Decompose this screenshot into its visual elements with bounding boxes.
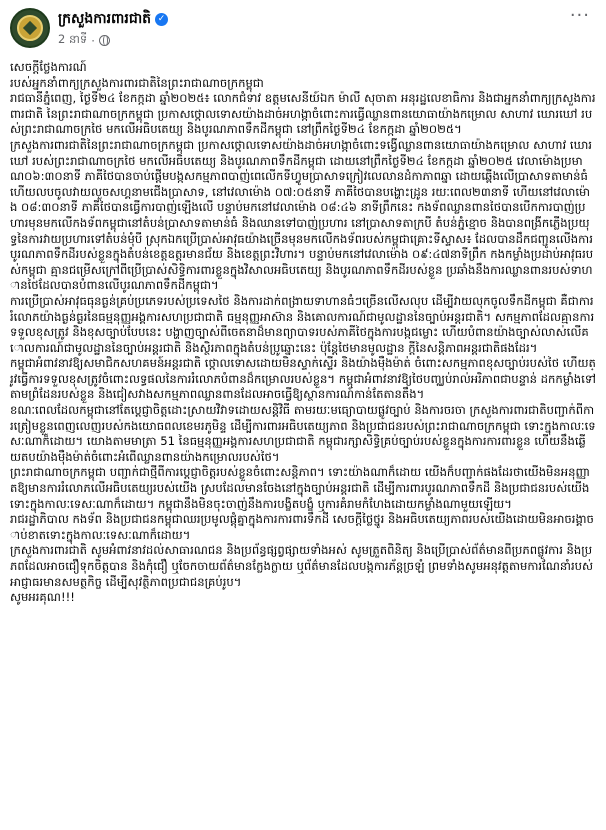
more-options-button[interactable]: ··· <box>569 5 590 26</box>
post-paragraph: ក្រសួងការពារជាតិ សូមអំពាវនាវដល់សាធារណជន និងប្រព័ន្ធផ្សព្វផ្សាយទាំងអស់ សូមត្រួតពិនិត្យ និងប្រើប្រាស់ព័ត៌មានពីប្រភពផ្លូវការ និងប្រភពដែលអាចជឿទុកចិត្តបាន និងកុំជឿ ឬចែកចាយព័ត៌មានក្លែងក្លាយ ឬព័ត៌មានដែលបង្កការភ័ន្តច្រឡំ ព្រមទាំងសូមអនុវត្តតាមការណែនាំរបស់អាជ្ញាធរមានសមត្ថកិច្ច ដើម្បីសុវត្ថិភាពប្រជាជនគ្រប់រូប។ <box>10 543 594 589</box>
post-paragraph: សូមអរគុណ!!! <box>10 590 75 605</box>
verified-badge-icon: ✓ <box>155 13 168 26</box>
page-name[interactable]: ក្រសួងការពារជាតិ <box>58 11 152 27</box>
post-paragraph: ខណៈពេលដែលកម្ពុជានៅតែប្តេជ្ញាចិត្តដោះស្រាយវិវាទដោយសន្តិវិធី តាមរយៈមធ្យោបាយផ្លូវច្បាប់ និងការចរចា ក្រសួងការពារជាតិបញ្ជាក់ពីការត្រៀមខ្លួនពេញលេញរបស់កងយោធពលខេមរភូមិន្ទ ដើម្បីការពារអធិបតេយ្យភាព និងប្រជាជនរបស់ព្រះរាជាណាចក្រកម្ពុជា ទោះក្នុងកាលៈទេសៈណាក៏ដោយ។ យោងតាមមាត្រា 51 នៃធម្មនុញ្ញអង្គការសហប្រជាជាតិ កម្ពុជារក្សាសិទ្ធិគ្រប់ច្បាប់របស់ខ្លួនក្នុងការការពារខ្លួន ហើយនឹងឆ្លើយតបយ៉ាងម៉ឺងម៉ាត់ចំពោះអំពើឈ្លានពានយ៉ាងកម្រោលរបស់ថៃ។ <box>10 403 596 464</box>
post-paragraph: សេចក្តីថ្លែងការណ៍ <box>10 60 87 74</box>
post-header <box>10 5 596 54</box>
ministry-emblem-icon <box>17 15 43 41</box>
page-avatar[interactable] <box>10 8 50 48</box>
post-paragraph: កម្ពុជាអំពាវនាវឱ្យសមាជិកសហគមន៍អន្តរជាតិ ថ្កោលទោសដោយមិនស្ទាក់ស្ទើរ និងយ៉ាងម៉ឺងម៉ាត់ ចំពោះសកម្មភាពខុសច្បាប់របស់ថៃ ហើយត្រូវធ្វើការទទួលខុសត្រូវចំពោះលទ្ធផលនៃការរំលោភបំពានដ៏កម្រោលរបស់ខ្លួន។ កម្ពុជាអំពាវនាវឱ្យថៃបញ្ឈប់រាល់អរិភាពជាបន្ទាន់ ដកកម្លាំងទៅតាមព្រំដែនរបស់ខ្លួន និងជៀសវាងសកម្មភាពឈ្លានពានដែលអាចធ្វើឱ្យស្ថានការណ៍កាន់តែតានតឹង។ <box>10 356 596 402</box>
page-name-row <box>58 9 564 30</box>
post-paragraph: រាជធានីភ្នំពេញ, ថ្ងៃទី២៤ ខែកក្កដា ឆ្នាំ២០២៥៖ លោកជំទាវ ឧត្តមសេនីយ៍ឯក ម៉ាលី សុចាតា អនុរដ្ឋលេខាធិការ និងជាអ្នកនាំពាក្យក្រសួងការពារជាតិ នៃព្រះរាជាណាចក្រកម្ពុជា ប្រកាសថ្កោលទោសយ៉ាងដាច់អហង្កាចំពោះការធ្វើឈ្លានពានយោធាយ៉ាងកម្រោល សាហាវ ឃោរឃៅ របស់ព្រះរាជាណាចក្រថៃ មកលើអធិបតេយ្យ និងបូរណភាពទឹកដីកម្ពុជា នៅព្រឹកថ្ងៃទី២៤ ខែកក្កដា ឆ្នាំ២០២៥។ <box>10 91 596 137</box>
post-paragraph: របស់អ្នកនាំពាក្យក្រសួងការពារជាតិនៃព្រះរាជាណាចក្រកម្ពុជា <box>10 75 264 90</box>
time-row: 2 នាទី · <box>58 32 564 49</box>
post-paragraph: ក្រសួងការពារជាតិនៃព្រះរាជាណាចក្រកម្ពុជា ប្រកាសថ្កោលទោសយ៉ាងដាច់អហង្កាចំពោះទង្វើឈ្លានពានយោធាយ៉ាងកម្រោល សាហាវ ឃោរឃៅ របស់ព្រះរាជាណាចក្រថៃ មកលើអធិបតេយ្យ និងបូរណភាពទឹកដីកម្ពុជា ដោយនៅព្រឹកថ្ងៃទី២៤ ខែកក្កដា ឆ្នាំ២០២៥ វេលាម៉ោងប្រមាណ០៦:៣០នាទី ភាគីថៃបានចាប់ផ្តើមបង្កសកម្មភាពបាញ់ពេលើកទីហ្វូមប្រាសាទក្រៀវលេលានដំកាភាពឆ្នា ដោយឆ្ពើងលើប្រាសាទតាមាន់ធំ ហើយលបចូលវាយលួចសហ្គនាមជើងប្រាសាទ, នៅវេលាម៉ោង ០៧:០៥នាទី ភាគីថៃបានបង្ហោះដ្រូន រយៈពេល២៣នាទី ហើយនៅវេលាម៉ោង ០៨:៣០នាទី ភាគីថៃបានធ្វើការបាញ់ឡើងលើ បន្ទាប់មកនៅវេលាម៉ោង ០៨:៤៦ នាទីព្រឹកនេះ កងទ័ពឈ្លានពានថៃបានបើកការបាញ់ប្រហារមុនមកលើកងទ័ពកម្ពុជានៅតំបន់ប្រាសាទតាមាន់ធំ និងឈានទៅបាញ់ប្រហារ នៅប្រាសាទតាក្របី តំបន់ភ្នំខ្មោច និងបានពង្រីកភ្លើងប្រយុទ្ធនៃការវាយប្រហារទៅតំបន់មុំបី ស្រុកឯកប្រើប្រាស់អាវុធយ៉ាងច្រើនមុនមកលើកងទ័ពរបស់កម្ពុជាគ្រោះទីស្ទាស៖ ដែលបានដឹកជញ្ជូនលើងការបូរណភាពទឹកដីរបស់ខ្លួនក្នុងតំបន់ខេត្តឧត្តរមានជ័យ និងខេត្តព្រះវិហារ។ បន្ទាប់មកនៅវេលាម៉ោង ០៩:៤៧នាទីព្រឹក កងកម្លាំងប្រដាប់អាវុធរបស់កម្ពុជា គ្មានជម្រើសក្រៅពីប្រើប្រាស់សិទ្ធិការពារខ្លួនក្នុងវិសាលអធិបតេយ្យ និងបូរណភាពទឹកដីរបស់ខ្លួន ប្រឆាំងនឹងការឈ្លានពានរបស់ទាហានថៃដែលបានបំពានលើបូរណភាពទឹកដីកម្ពុជា។ <box>10 137 594 293</box>
post-timestamp[interactable]: 2 នាទី <box>58 32 88 46</box>
post-body <box>10 60 596 606</box>
globe-icon <box>99 35 110 46</box>
post-paragraph: ព្រះរាជាណាចក្រកម្ពុជា បញ្ជាក់ជាថ្មីពីការប្តេជ្ញាចិត្តរបស់ខ្លួនចំពោះសន្តិភាព។ ទោះយ៉ាងណាក៏ដោយ យើងក៏បញ្ជាក់ផងដែរថាយើងមិនអនុញ្ញាតឱ្យមានការរំលោភលើអធិបតេយ្យរបស់យើង ស្របដែលមានចែងនៅក្នុងច្បាប់អន្តរជាតិ ដើម្បីការពារបូរណភាពទឹកដី និងប្រជាជនរបស់យើង ទោះក្នុងកាលៈទេសៈណាក៏ដោយ។ កម្ពុជានឹងមិនចុះចាញ់នឹងការបង្ខិតបង្ខំ ឬការគំរាមកំហែងដោយកម្លាំងណាមួយឡើយ។ <box>10 465 590 511</box>
post-paragraph: រាជរដ្ឋាភិបាល កងទ័ព និងប្រជាជនកម្ពុជាឈរប្រមូលផ្តុំគ្នាក្នុងការការពារទឹកដី សេចក្តីថ្លៃថ្នូរ និងអធិបតេយ្យភាពរបស់យើងដោយមិនអាចរង្គាចាប់ខាតទោះក្នុងកាលៈទេសៈណាក៏ដោយ។ <box>10 512 594 542</box>
post-paragraph: ការប្រើប្រាស់អាវុធធុនធ្ងន់គ្រប់ប្រភេទរបស់ប្រទេសថៃ និងការដាក់ពង្រាយទាហានធំៗច្រើនលើសលុប ដើម្បីវាយលុកចូលទឹកដីកម្ពុជា គឺជាការរំលោភយ៉ាងធ្ងន់ធ្ងរនៃធម្មនុញ្ញអង្គការសហប្រជាជាតិ ធម្មនុញ្ញអាស៊ាន និងគោលការណ៍ជាមូលដ្ឋាននៃច្បាប់អន្តរជាតិ។ សកម្មភាពដែលគ្មានការទទួលខុសត្រូវ និងខុសច្បាប់បែបនេះ បង្ហាញច្បាស់ពីចេតនាដ៏មានព្យាបាទរបស់ភាគីថៃក្នុងការបង្កជម្លោះ ហើយបំពានយ៉ាងច្បាស់លាស់លើគោលការណ៍ជាមូលដ្ឋាននៃច្បាប់អន្តរជាតិ និងស្ថិរភាពក្នុងតំបន់ប្រូឆ្នោះនេះ ប៉ុន្តែថៃមានមូលដ្ឋាន ក្តីនៃសន្តិភាពអន្តរជាតិផងដែរ។ <box>10 293 595 355</box>
post-meta <box>58 8 564 49</box>
